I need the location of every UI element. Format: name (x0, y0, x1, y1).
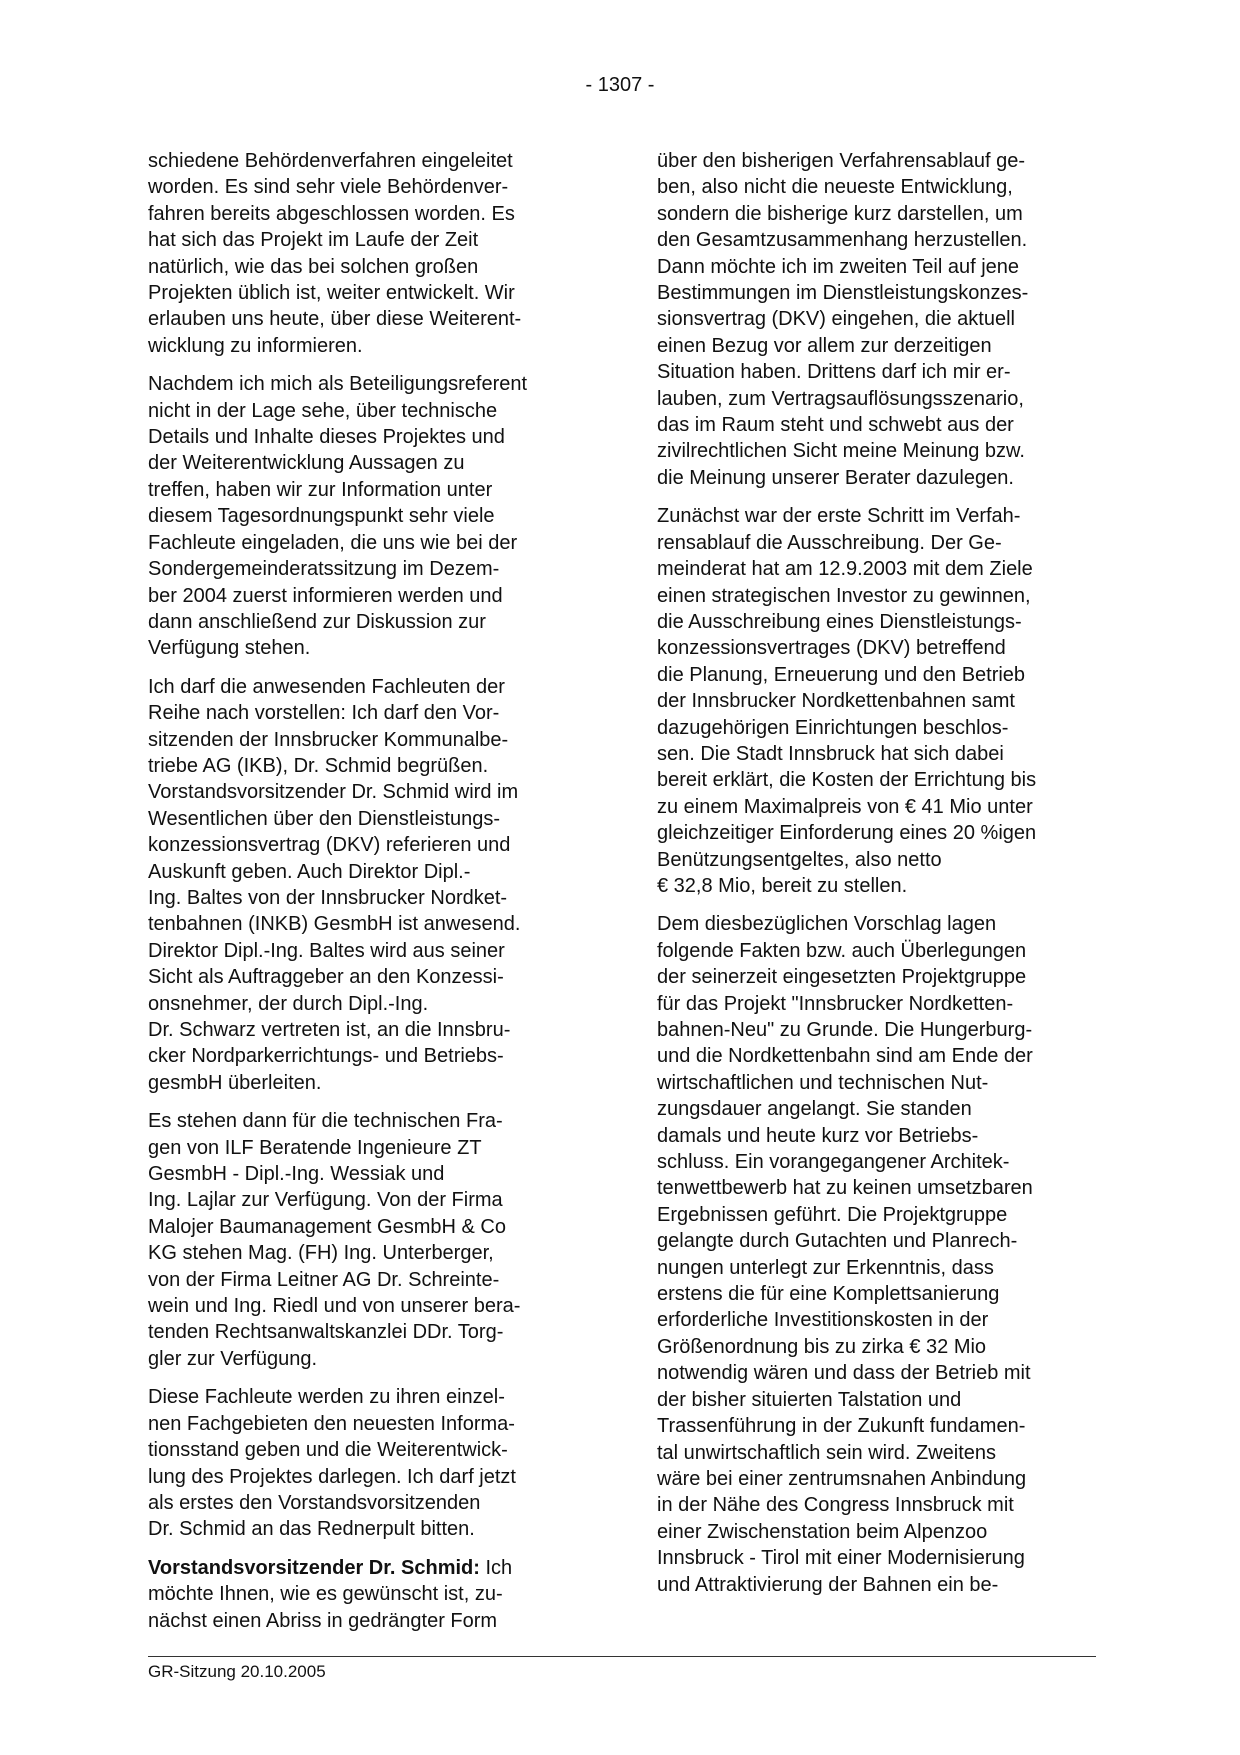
text-line: Situation haben. Drittens darf ich mir er- (657, 361, 1011, 384)
text-line: nungen unterlegt zur Erkenntnis, dass (657, 1256, 994, 1279)
text-line: in der Nähe des Congress Innsbruck mit (657, 1494, 1014, 1517)
text-line: Größenordnung bis zu zirka € 32 Mio (657, 1335, 987, 1358)
text-line: notwendig wären und dass der Betrieb mit (657, 1362, 1031, 1385)
page-number: - 1307 - (585, 74, 655, 96)
text-line: Trassenführung in der Zukunft fundamen- (657, 1415, 1026, 1438)
text-line: lauben, zum Vertragsauflösungsszenario, (657, 387, 1024, 410)
paragraph (148, 1108, 588, 1372)
text-line: treffen, haben wir zur Information unter (148, 478, 493, 501)
text-line: Benützungsentgeltes, also netto (657, 848, 942, 871)
text-line: und die Nordkettenbahn sind am Ende der (657, 1045, 1033, 1068)
text-line: von der Firma Leitner AG Dr. Schreinte- (148, 1268, 500, 1291)
text-line: der Weiterentwicklung Aussagen zu (148, 452, 465, 475)
text-line: sen. Die Stadt Innsbruck hat sich dabei (657, 742, 1004, 765)
text-line: möchte Ihnen, wie es gewünscht ist, zu- (148, 1583, 503, 1606)
text-line: nicht in der Lage sehe, über technische (148, 399, 498, 422)
text-line: GesmbH - Dipl.-Ing. Wessiak und (148, 1163, 445, 1186)
text-line: Projekten üblich ist, weiter entwickelt. Wir (148, 282, 515, 305)
text-line: KG stehen Mag. (FH) Ing. Unterberger, (148, 1242, 494, 1265)
text-line: worden. Es sind sehr viele Behördenver- (148, 176, 509, 199)
right-column (657, 148, 1097, 1610)
text-line: sondern die bisherige kurz darstellen, um (657, 202, 1023, 225)
text-line: Direktor Dipl.-Ing. Baltes wird aus seiner (148, 939, 505, 962)
text-line: wicklung zu informieren. (148, 334, 363, 357)
text-line: den Gesamtzusammenhang herzustellen. (657, 229, 1028, 252)
paragraph (148, 1384, 588, 1542)
text-line: schiedene Behördenverfahren eingeleitet (148, 150, 513, 172)
text-line: fahren bereits abgeschlossen worden. Es (148, 202, 515, 225)
text-line: ber 2004 zuerst informieren werden und (148, 584, 503, 607)
text-line: Wesentlichen über den Dienstleistungs- (148, 807, 501, 830)
text-line: erlauben uns heute, über diese Weiterent- (148, 308, 522, 331)
text-line: gler zur Verfügung. (148, 1347, 317, 1370)
text-line: damals und heute kurz vor Betriebs- (657, 1124, 979, 1147)
paragraph (657, 503, 1097, 899)
text-line: Dr. Schmid an das Rednerpult bitten. (148, 1518, 475, 1541)
text-line: tenden Rechtsanwaltskanzlei DDr. Torg- (148, 1321, 504, 1344)
text-line: lung des Projektes darlegen. Ich darf jetzt (148, 1465, 516, 1488)
text-line: gleichzeitiger Einforderung eines 20 %igen (657, 822, 1037, 845)
text-line: gesmbH überleiten. (148, 1071, 322, 1094)
text-line: zungsdauer angelangt. Sie standen (657, 1098, 972, 1121)
text-line: einer Zwischenstation beim Alpenzoo (657, 1520, 988, 1543)
text-line: das im Raum steht und schwebt aus der (657, 414, 1014, 437)
text-line: natürlich, wie das bei solchen großen (148, 255, 479, 278)
paragraph (148, 148, 588, 359)
text-line: tenbahnen (INKB) GesmbH ist anwesend. (148, 913, 521, 936)
text-line: zu einem Maximalpreis von € 41 Mio unter (657, 795, 1033, 818)
text-line: € 32,8 Mio, bereit zu stellen. (657, 874, 908, 897)
text-line: Dem diesbezüglichen Vorschlag lagen (657, 913, 997, 936)
text-line: ben, also nicht die neueste Entwicklung, (657, 176, 1013, 199)
text-line: einen Bezug vor allem zur derzeitigen (657, 334, 992, 357)
left-column (148, 148, 588, 1646)
text-line: Zunächst war der erste Schritt im Verfah- (657, 505, 1021, 528)
text-line: Sondergemeinderatssitzung im Dezem- (148, 558, 500, 581)
text-line: der bisher situierten Talstation und (657, 1388, 962, 1411)
text-line: gelangte durch Gutachten und Planrech- (657, 1230, 1018, 1253)
text-line: triebe AG (IKB), Dr. Schmid begrüßen. (148, 754, 489, 777)
text-line: Sicht als Auftraggeber an den Konzessi- (148, 966, 504, 989)
text-line: Innsbruck - Tirol mit einer Modernisierung (657, 1547, 1025, 1570)
text-line: Ing. Lajlar zur Verfügung. Von der Firma (148, 1189, 503, 1212)
text-line: schluss. Ein vorangegangener Architek- (657, 1151, 1010, 1174)
text-line: cker Nordparkerrichtungs- und Betriebs- (148, 1045, 504, 1068)
text-line: dazugehörigen Einrichtungen beschlos- (657, 716, 1009, 739)
text-line: Diese Fachleute werden zu ihren einzel- (148, 1386, 505, 1409)
text-line: folgende Fakten bzw. auch Überlegungen (657, 939, 1027, 962)
speaker-name: Vorstandsvorsitzender Dr. Schmid: (148, 1556, 480, 1579)
text-line: einen strategischen Investor zu gewinnen, (657, 584, 1031, 607)
footer-divider (148, 1656, 1096, 1657)
text-line: und Attraktivierung der Bahnen ein be- (657, 1573, 999, 1596)
footer-session-label: GR-Sitzung 20.10.2005 (148, 1662, 326, 1681)
paragraph (148, 674, 588, 1097)
text-line: gen von ILF Beratende Ingenieure ZT (148, 1136, 482, 1159)
text-line: als erstes den Vorstandsvorsitzenden (148, 1491, 481, 1514)
text-line: tal unwirtschaftlich sein wird. Zweitens (657, 1441, 997, 1464)
text-line: die Meinung unserer Berater dazulegen. (657, 466, 1014, 489)
text-line: wäre bei einer zentrumsnahen Anbindung (657, 1467, 1027, 1490)
text-line: onsnehmer, der durch Dipl.-Ing. (148, 992, 429, 1015)
text-line: wein und Ing. Riedl und von unserer bera- (148, 1295, 521, 1318)
text-line: Auskunft geben. Auch Direktor Dipl.- (148, 860, 471, 883)
text-line: über den bisherigen Verfahrensablauf ge- (657, 150, 1026, 172)
text-line: der Innsbrucker Nordkettenbahnen samt (657, 690, 1015, 713)
text-line: konzessionsvertrag (DKV) referieren und (148, 834, 511, 857)
text-line: Nachdem ich mich als Beteiligungsreferent (148, 373, 528, 396)
text-line: rensablauf die Ausschreibung. Der Ge- (657, 531, 1002, 554)
text-line: meinderat hat am 12.9.2003 mit dem Ziele (657, 558, 1033, 581)
text-line: Fachleute eingeladen, die uns wie bei der (148, 531, 518, 554)
speaker-paragraph (148, 1555, 588, 1634)
text-line: tionsstand geben und die Weiterentwick- (148, 1439, 508, 1462)
text-line: nächst einen Abriss in gedrängter Form (148, 1609, 498, 1632)
text-line: Verfügung stehen. (148, 637, 311, 660)
text-line: bereit erklärt, die Kosten der Errichtung bis (657, 769, 1037, 792)
text-line: die Planung, Erneuerung und den Betrieb (657, 663, 1026, 686)
text-line: tenwettbewerb hat zu keinen umsetzbaren (657, 1177, 1033, 1200)
text-line: wirtschaftlichen und technischen Nut- (657, 1071, 989, 1094)
text-line: Ich darf die anwesenden Fachleuten der (148, 675, 505, 698)
text-line: für das Projekt "Innsbrucker Nordketten- (657, 992, 1014, 1015)
text-line (148, 1555, 588, 1581)
text-line: Malojer Baumanagement GesmbH & Co (148, 1215, 506, 1238)
text-line: Ergebnissen geführt. Die Projektgruppe (657, 1203, 1008, 1226)
text-line: konzessionsvertrages (DKV) betreffend (657, 637, 1006, 660)
text-line: zivilrechtlichen Sicht meine Meinung bzw. (657, 440, 1025, 463)
text-line: Bestimmungen im Dienstleistungskonzes- (657, 282, 1029, 305)
text-line: Reihe nach vorstellen: Ich darf den Vor- (148, 702, 500, 725)
text-line: erforderliche Investitionskosten in der (657, 1309, 989, 1332)
text-line: sitzenden der Innsbrucker Kommunalbe- (148, 728, 509, 751)
text-line: bahnen-Neu" zu Grunde. Die Hungerburg- (657, 1019, 1033, 1041)
text-line: Es stehen dann für die technischen Fra- (148, 1110, 503, 1133)
text-line: dann anschließend zur Diskussion zur (148, 610, 486, 633)
text-line: Dr. Schwarz vertreten ist, an die Innsbru- (148, 1019, 511, 1041)
text-line: Ing. Baltes von der Innsbrucker Nordket- (148, 886, 508, 909)
text-line: nen Fachgebieten den neuesten Informa- (148, 1412, 515, 1435)
text-line: die Ausschreibung eines Dienstleistungs- (657, 610, 1022, 633)
paragraph (657, 148, 1097, 491)
text-line: Vorstandsvorsitzender Dr. Schmid wird im (148, 781, 519, 804)
text-line: Details und Inhalte dieses Projektes und (148, 426, 505, 449)
paragraph (657, 911, 1097, 1598)
text-line: hat sich das Projekt im Laufe der Zeit (148, 229, 479, 252)
text-line: sionsvertrag (DKV) eingehen, die aktuell (657, 308, 1015, 331)
paragraph (148, 371, 588, 661)
speaker-line-rest: Ich (479, 1556, 513, 1579)
text-line: diesem Tagesordnungspunkt sehr viele (148, 505, 495, 528)
text-line: Dann möchte ich im zweiten Teil auf jene (657, 255, 1020, 278)
text-line: erstens die für eine Komplettsanierung (657, 1283, 1000, 1306)
text-line: der seinerzeit eingesetzten Projektgruppe (657, 966, 1027, 989)
